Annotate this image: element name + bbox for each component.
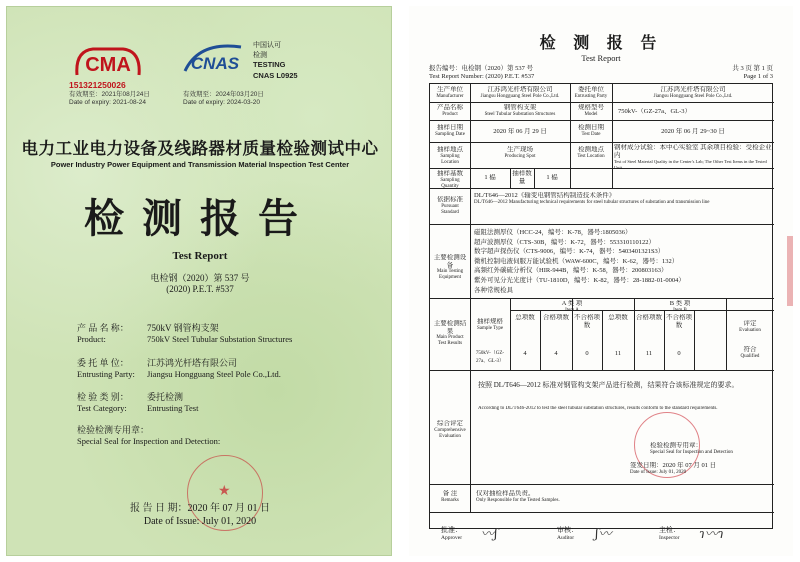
seal-field: 检验检测专用章： Special Seal for Inspection and Detection: [77,425,221,446]
sign-date: 签发日期：2020 年 07 月 01 日 Date of Issue: July 01, 2020 [630,462,717,475]
cnas-info: 中国认可 检测 TESTING CNAS L0925 [253,42,298,80]
issue-date-en: Date of Issue: July 01, 2020 [143,516,257,527]
b-conform: 11 [645,350,653,357]
report-title-en: Test Report [581,53,621,63]
seal-star-icon: ★ [218,484,231,499]
auditor-signature-icon: ʃ〰 [595,527,612,542]
svg-text:CMA: CMA [85,54,131,76]
client-field: 委 托 单 位： 江苏鸿光杆塔有限公司 Entrusting Party: Jiangsu Hongguang Steel Pole Co.,Ltd. [77,358,281,379]
auditor-label: 审核： Auditor [557,526,578,541]
report-number-cn: 电检钢（2020）第 537 号 [150,273,250,283]
location-value: 生产现场 Producing Spot [504,146,536,159]
report-table: 生产单位 Manufacturer 江苏鸿光杆塔有限公司 Jiangsu Hongguang Steel Pole Co.,Ltd. 委托单位 Entrusting Party 江苏鸿光杆塔有限公司 Jiangsu Hongguang Steel Pole Co.,Ltd. 产品名称 Product 钢管构支架 Steel Tubular Substation Structures 规格型号 Model 750kV-（GZ-27a、GL-3） 抽样日期 Sampling Date 2020 年 06 月 29 日 检测日期 Test Date 2020 年 06 月 29~30 日 抽样地点 Sampling Location 生产现场 Producing Spot 检测地点 Test Location 钢材成分试验：本中心实验室 其余项目检验：受检企业内 Test of Steel Material Quality in the Center's Lab; The Other Test Items in the Tested Unit 抽样基数 Sampling Quantity 1 榀 抽样数量 1 榀 依据标准 Pursuant Standard DL/T646—2012《输变电钢管结构制造技术条件》 DL/T646—2012 Manufacturing technical requirements for steel tubular structures of substation and transmission line 主要检测设备 Main Testing Equipment 磁阻法测厚仪（HCC-24，编号：K-78，器号:1805036） 超声波测厚仪（CTS-30B，编号：K-72，器号：553310110122） 数字超声探伤仪（CTS-9006，编号：K-74，器号：5403401321S3） 微机控制电液伺服万能试验机（WAW-600C，编号：K-62，器号：132） 高频红外碳硫分析仪（HIR-944B，编号：K-58，器号：200803163） 紫外可见分光光度计（TU-1810D，编号：K-82，器号：28-1882-01-0004） 各种常规检具 主要检测结果 Main Product Test Results 抽样规格 Sample Type A 类 项 Item A B 类 项 Item B 评定 Evaluation 总项数 合格项数 不合格项数 总项数 合格项数 不合格项数 750kV-（GZ-27a、GL-3） 4 4 0 11 11 0 符合 Qualified 综合评定 Comprehensive Evaluation 按照 DL/T646—2012 标准对钢管构支架产品进行检测，结果符合该标准规定的要求。 According to DL/T646-2012 to test the steel tubular substation structures, results conform to the standard requirements. 检验检测专用章： Special Seal for Inspection and Detection 签发日期：2020 年 07 月 01 日 Date of Issue: July 01, 2020 备 注 Remarks 仅对抽检样品负责。 Only Responsible for the Tested Samples. [429,83,773,529]
category-field: 检 验 类 别： 委托检测 Test Category: Entrusting Test [77,392,199,413]
manufacturer-value: 江苏鸿光杆塔有限公司 Jiangsu Hongguang Steel Pole Co.,Ltd. [480,86,560,99]
conclusion-cn: 按照 DL/T646—2012 标准对钢管构支架产品进行检测，结果符合该标准规定的要求。 [478,381,739,389]
report-cover [6,6,392,556]
a-total: 4 [523,350,527,357]
product-value: 钢管构支架 Steel Tubular Substation Structures [484,104,556,117]
remarks-value: 仅对抽检样品负责。 Only Responsible for the Tested Samples. [476,490,560,503]
seal-caption: 检验检测专用章： Special Seal for Inspection and Detection [650,442,733,455]
main-title: 检测报告 [84,195,316,242]
cnas-expiry: Date of expiry: 2024-03-20 [183,99,260,106]
equipment-list: 磁阻法测厚仪（HCC-24，编号：K-78，器号:1805036） 超声波测厚仪（CTS-30B，编号：K-72，器号：553310110122） 数字超声探伤仪（CTS-9006，编号：K-74，器号：5403401321S3） 微机控制电液伺服万能试验机（WAW-600C，编号：K-62，器号：132） 高频红外碳硫分析仪（HIR-944B，编号：K-58，器号：200803163） 紫外可见分光光度计（TU-1810D，编号：K-82，器号：28-1882-01-0004） 各种常规检具 [474,229,685,294]
cnas-logo-icon [179,37,251,81]
main-title-en: Test Report [172,250,228,262]
report-title: 检 测 报 告 [539,33,663,52]
report-number-en: (2020) P.E.T. #537 [166,284,234,294]
test-qty-value: 1 榀 [546,174,558,181]
cma-issued: 有效期至：2021年08月24日 [69,91,150,98]
entrusting-value: 江苏鸿光杆塔有限公司 Jiangsu Hongguang Steel Pole Co.,Ltd. [653,86,733,99]
cnas-issued: 有效期至：2024年03月20日 [183,91,264,98]
row-eval: 符合 Qualified [740,346,760,359]
approver-label: 批准： Approver [441,526,463,541]
center-name-en: Power Industry Power Equipment and Transmission Material Inspection Test Center [50,160,350,169]
row-spec: 750kV-（GZ-27a、GL-3） [475,351,505,364]
a-nonconform: 0 [585,350,589,357]
inspector-signature-icon: ɿ〰ɿ [699,527,724,542]
test-location-value: 钢材成分试验：本中心实验室 其余项目检验：受检企业内 Test of Steel Material Quality in the Center's Lab; The Other Test Items in the Tested Unit [614,144,772,170]
qty-value: 1 榀 [484,174,496,181]
approver-signature-icon: 〰ʃ [481,527,498,542]
center-name-cn: 电力工业电力设备及线路器材质量检验测试中心 [21,139,379,158]
cma-number: 151321250026 [69,80,126,90]
report-number: 报告编号：电检钢（2020）第 537 号 Test Report Number: (2020) P.E.T. #537 [429,65,535,80]
b-total: 11 [614,350,622,357]
test-date-value: 2020 年 06 月 29~30 日 [661,128,725,135]
page-indicator: 共 3 页 第 1 页 Page 1 of 3 [732,65,773,80]
b-nonconform: 0 [677,350,681,357]
issue-date-cn: 报 告 日 期：2020 年 07 月 01 日 [130,503,270,514]
sampling-date-value: 2020 年 06 月 29 日 [493,128,547,135]
model-value: 750kV-（GZ-27a、GL-3） [618,108,692,115]
a-conform: 4 [554,350,558,357]
cma-logo-icon [71,41,145,81]
inspector-label: 主检： Inspector [659,526,680,541]
report-page [409,6,793,556]
edge-seal-stamp [787,236,793,306]
cma-expiry: Date of expiry: 2021-08-24 [69,99,146,106]
svg-text:CNAS: CNAS [190,54,240,73]
product-field: 产 品 名 称： 750kV 钢管构支架 Product: 750kV Steel Tubular Substation Structures [77,323,293,344]
conclusion-en: According to DL/T646-2012 to test the steel tubular substation structures, results conform to the standard requirements. [478,406,718,411]
standard-value: DL/T646—2012《输变电钢管结构制造技术条件》 DL/T646—2012 Manufacturing technical requirements for steel tubular structures of substation and transmission line [474,192,710,205]
